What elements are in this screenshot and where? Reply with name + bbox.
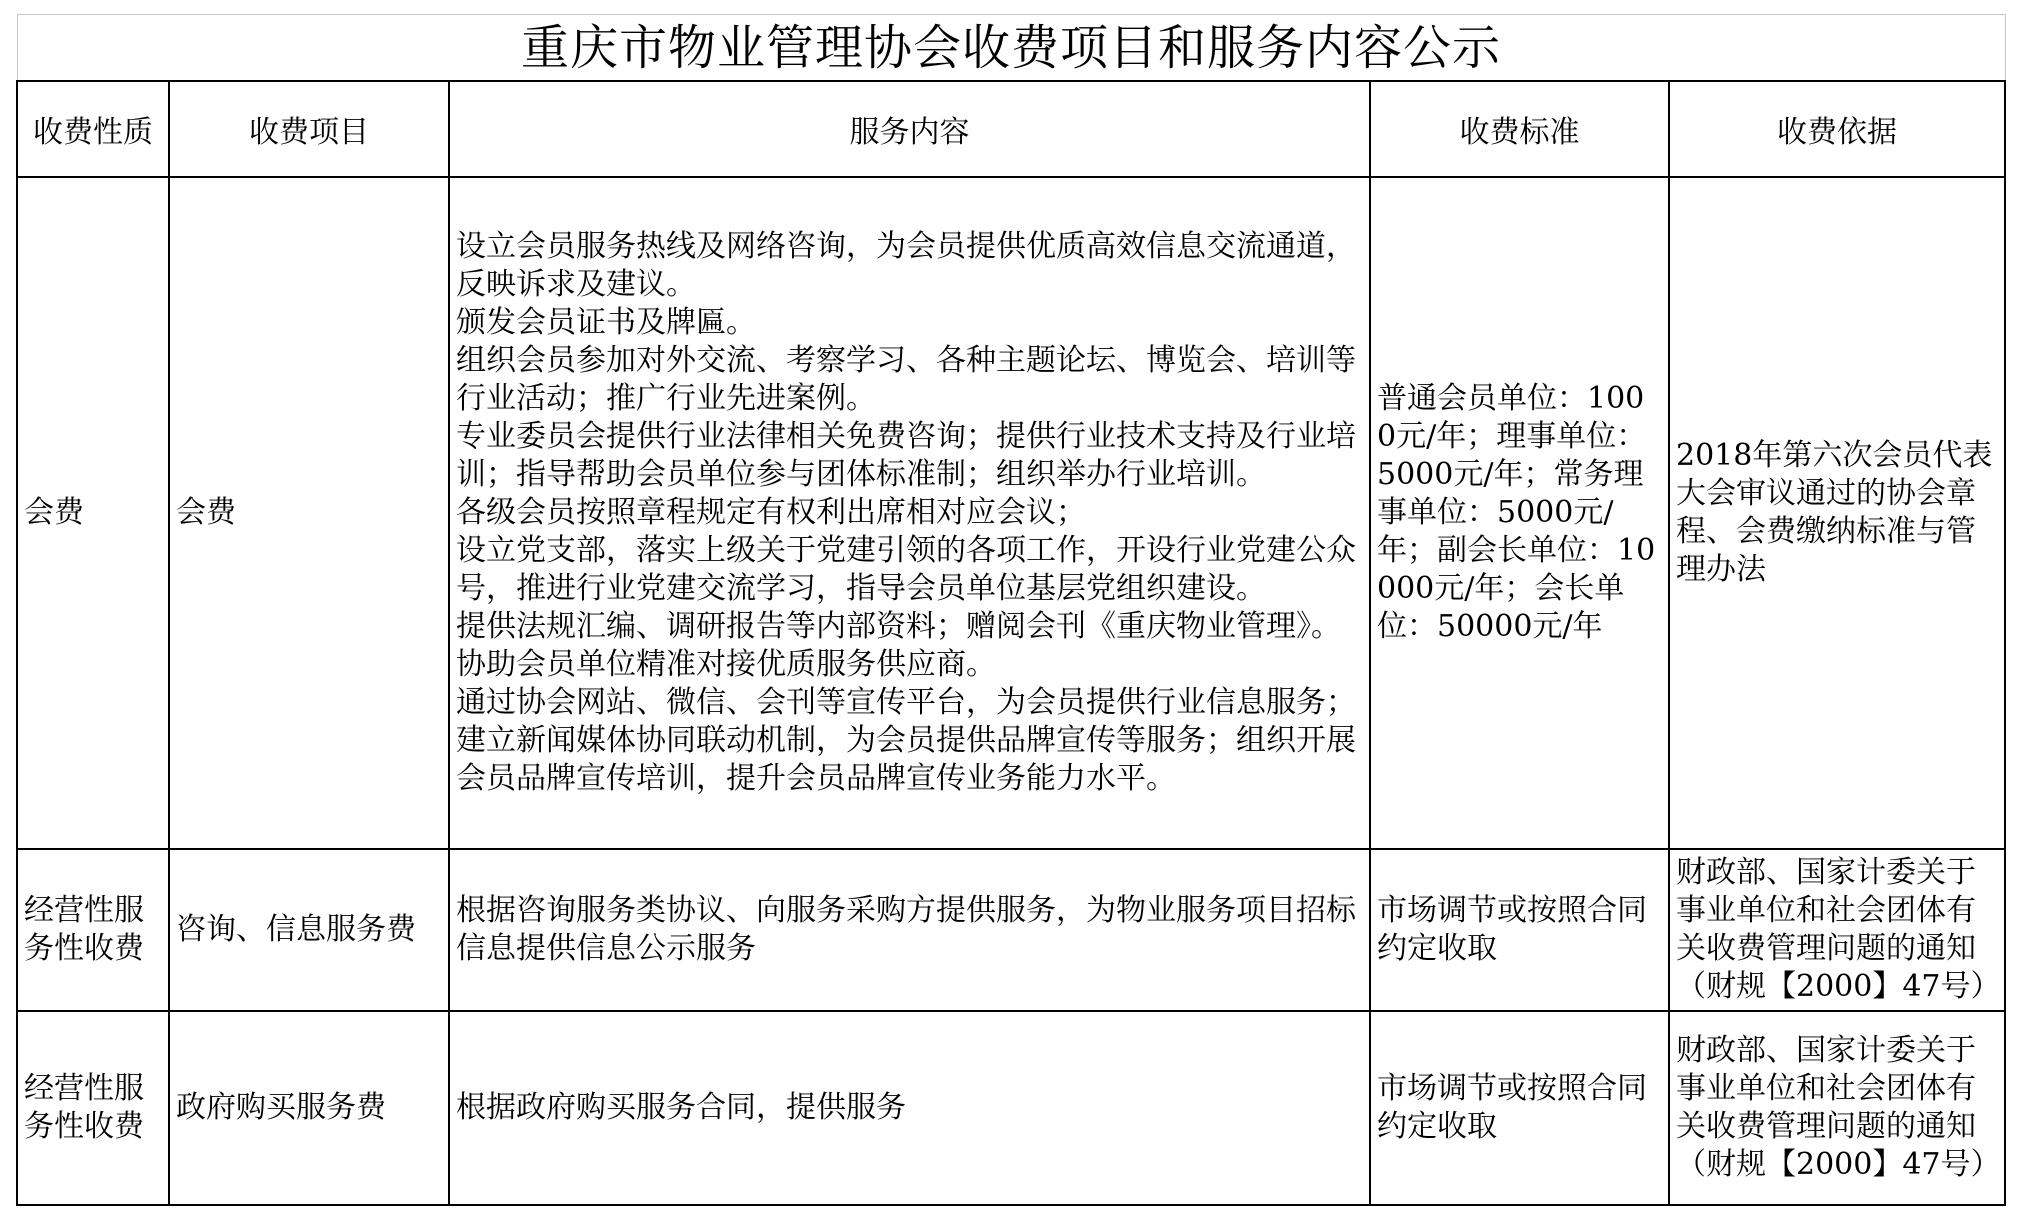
cell-standard: 普通会员单位：1000元/年；理事单位：5000元/年；常务理事单位：5000元/年；副会长单位：10000元/年；会长单位：50000元/年 (1370, 177, 1669, 849)
cell-nature: 会费 (17, 177, 169, 849)
fee-table-sheet (16, 14, 2004, 1200)
cell-content (449, 1011, 1370, 1205)
cell-content (449, 849, 1370, 1011)
content-line: 专业委员会提供行业法律相关免费咨询；提供行业技术支持及行业培训；指导帮助会员单位参与团体标准制；组织举办行业培训。 (456, 418, 1356, 492)
cell-standard: 市场调节或按照合同约定收取 (1370, 1011, 1669, 1205)
content-line: 根据咨询服务类协议、向服务采购方提供服务，为物业服务项目招标信息提供信息公示服务 (456, 892, 1356, 966)
header-basis: 收费依据 (1669, 81, 2005, 177)
header-standard: 收费标准 (1370, 81, 1669, 177)
content-line: 颁发会员证书及牌匾。 (456, 304, 756, 340)
header-item: 收费项目 (169, 81, 449, 177)
content-line: 提供法规汇编、调研报告等内部资料；赠阅会刊《重庆物业管理》。协助会员单位精准对接优质服务供应商。 (456, 608, 1341, 682)
content-line: 通过协会网站、微信、会刊等宣传平台，为会员提供行业信息服务；建立新闻媒体协同联动机制，为会员提供品牌宣传等服务；组织开展会员品牌宣传培训，提升会员品牌宣传业务能力水平。 (456, 684, 1356, 796)
cell-item: 咨询、信息服务费 (169, 849, 449, 1011)
table-row (17, 1011, 2005, 1205)
cell-standard: 市场调节或按照合同约定收取 (1370, 849, 1669, 1011)
content-line: 各级会员按照章程规定有权利出席相对应会议； (456, 494, 1086, 530)
cell-nature: 经营性服务性收费 (17, 1011, 169, 1205)
content-line: 设立会员服务热线及网络咨询，为会员提供优质高效信息交流通道，反映诉求及建议。 (456, 228, 1356, 302)
header-row (17, 81, 2005, 177)
fee-table (16, 14, 2006, 1206)
cell-basis: 2018年第六次会员代表大会审议通过的协会章程、会费缴纳标准与管理办法 (1669, 177, 2005, 849)
cell-content (449, 177, 1370, 849)
page-title: 重庆市物业管理协会收费项目和服务内容公示 (17, 15, 2005, 81)
cell-basis: 财政部、国家计委关于事业单位和社会团体有关收费管理问题的通知（财规【2000】47号） (1669, 849, 2005, 1011)
cell-item: 政府购买服务费 (169, 1011, 449, 1205)
table-row (17, 849, 2005, 1011)
content-line: 组织会员参加对外交流、考察学习、各种主题论坛、博览会、培训等行业活动；推广行业先进案例。 (456, 342, 1356, 416)
cell-nature: 经营性服务性收费 (17, 849, 169, 1011)
content-line: 设立党支部，落实上级关于党建引领的各项工作，开设行业党建公众号，推进行业党建交流学习，指导会员单位基层党组织建设。 (456, 532, 1356, 606)
cell-item: 会费 (169, 177, 449, 849)
header-nature: 收费性质 (17, 81, 169, 177)
cell-basis: 财政部、国家计委关于事业单位和社会团体有关收费管理问题的通知（财规【2000】47号） (1669, 1011, 2005, 1205)
content-line: 根据政府购买服务合同，提供服务 (456, 1089, 906, 1125)
header-content: 服务内容 (449, 81, 1370, 177)
table-row (17, 177, 2005, 849)
